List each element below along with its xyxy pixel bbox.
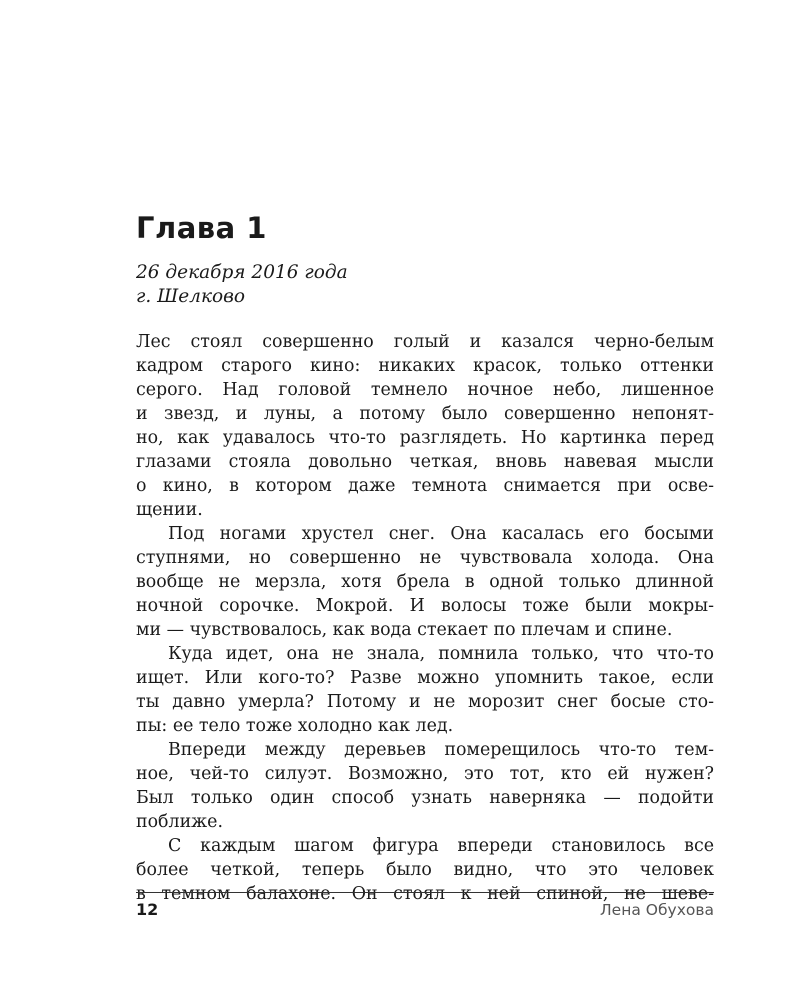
text-line: ступнями, но совершенно не чувствовала холода. Она xyxy=(136,548,714,568)
running-author: Лена Обухова xyxy=(600,901,714,919)
text-line: Куда идет, она не знала, помнила только, что что-то xyxy=(168,644,714,664)
text-line: и звезд, и луны, а потому было совершенно непонят- xyxy=(136,404,714,424)
body-text xyxy=(136,330,714,906)
text-line: Под ногами хрустел снег. Она касалась его босыми xyxy=(168,524,714,544)
page-number: 12 xyxy=(136,900,159,919)
text-line: ми — чувствовалось, как вода стекает по плечам и спине. xyxy=(136,620,673,640)
dateline-date: 26 декабря 2016 года xyxy=(136,262,348,283)
text-line: ищет. Или кого-то? Разве можно упомнить такое, если xyxy=(136,668,714,688)
text-line: серого. Над головой темнело ночное небо, лишенное xyxy=(136,380,714,400)
text-line: Лес стоял совершенно голый и казался черно-белым xyxy=(136,332,714,352)
text-line: Был только один способ узнать наверняка — подойти xyxy=(136,788,714,808)
text-line: более четкой, теперь было видно, что это человек xyxy=(136,860,714,880)
text-line: ночной сорочке. Мокрой. И волосы тоже были мокры- xyxy=(136,596,714,616)
text-line: в темном балахоне. Он стоял к ней спиной, не шеве- xyxy=(136,884,714,904)
text-line: пы: ее тело тоже холодно как лед. xyxy=(136,716,454,736)
text-line: щении. xyxy=(136,500,203,520)
text-line: вообще не мерзла, хотя брела в одной только длинной xyxy=(136,572,714,592)
chapter-title: Глава 1 xyxy=(136,211,267,245)
text-line: кадром старого кино: никаких красок, только оттенки xyxy=(136,356,714,376)
footer-divider xyxy=(136,892,714,893)
text-line: Впереди между деревьев померещилось что-то тем- xyxy=(168,740,714,760)
text-line: но, как удавалось что-то разглядеть. Но картинка перед xyxy=(136,428,714,448)
text-line: поближе. xyxy=(136,812,223,832)
text-line: о кино, в котором даже темнота снимается при осве- xyxy=(136,476,714,496)
dateline-place: г. Шелково xyxy=(136,286,246,307)
text-line: С каждым шагом фигура впереди становилось все xyxy=(168,836,714,856)
dateline xyxy=(136,261,716,309)
text-line: ты давно умерла? Потому и не морозит снег босые сто- xyxy=(136,692,714,712)
text-line: ное, чей-то силуэт. Возможно, это тот, кто ей нужен? xyxy=(136,764,714,784)
text-line: глазами стояла довольно четкая, вновь навевая мысли xyxy=(136,452,714,472)
